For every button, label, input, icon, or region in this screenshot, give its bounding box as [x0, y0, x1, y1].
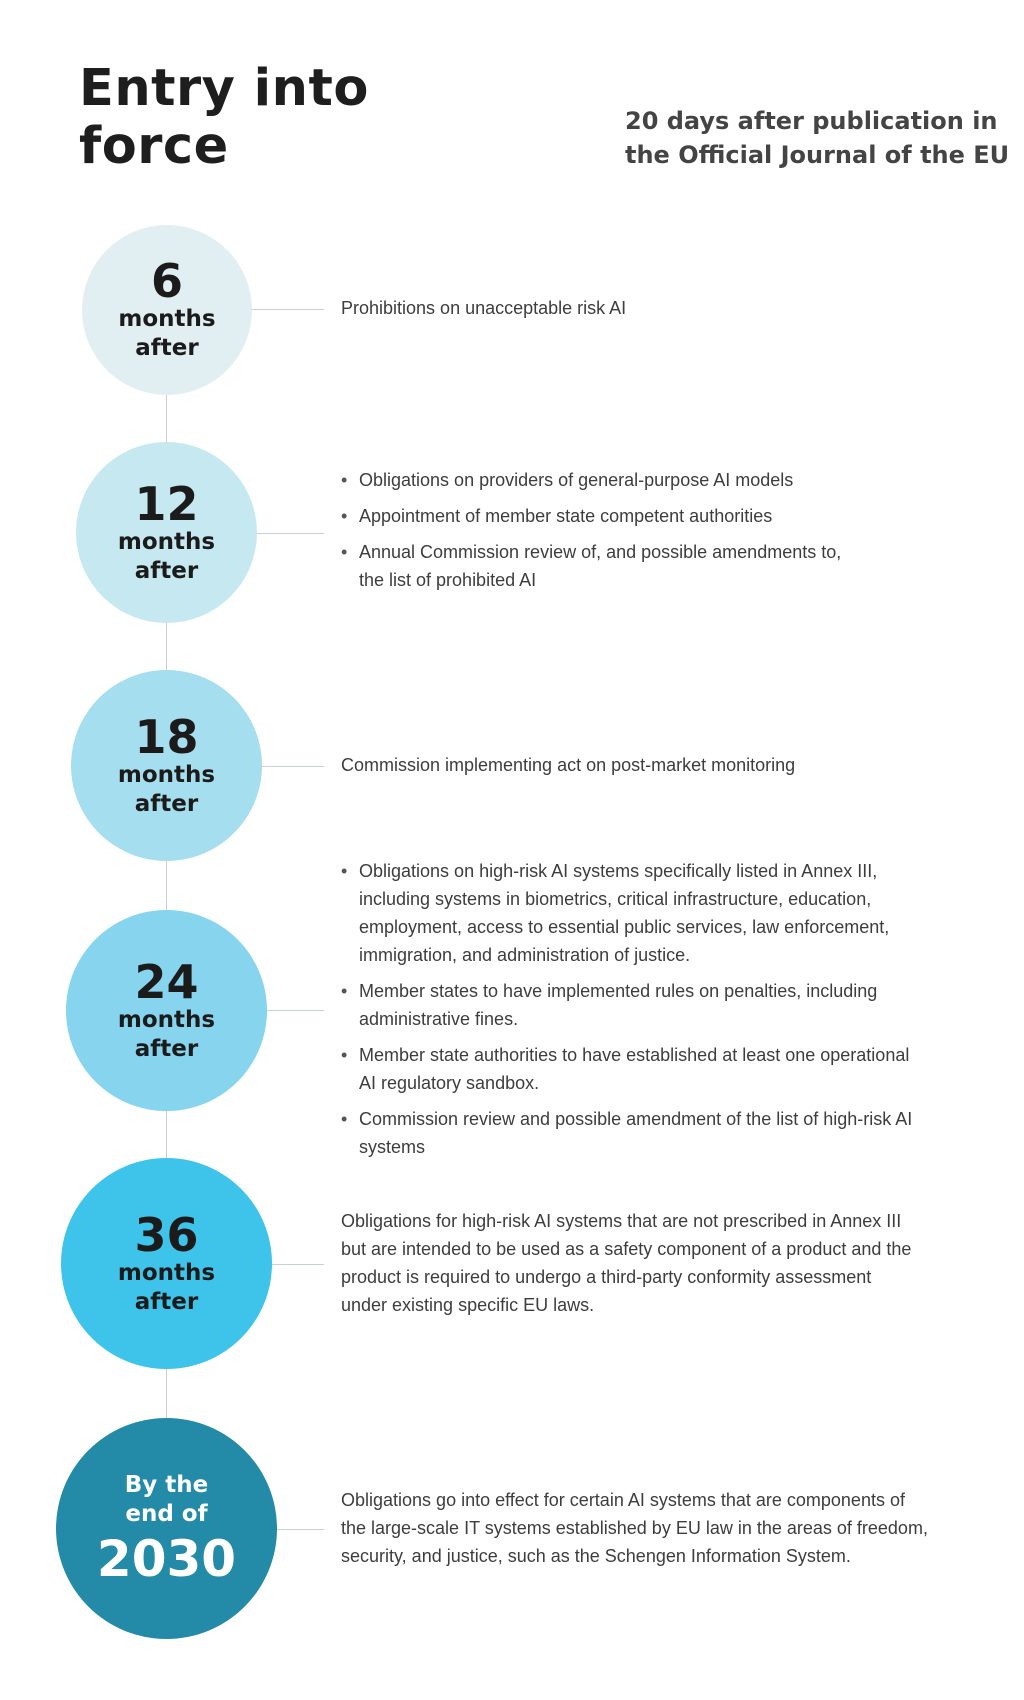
- description-line: the large-scale IT systems established by EU law in the areas of freedom,: [341, 1518, 928, 1538]
- milestone-circle-12-months: [76, 442, 257, 623]
- description-line: administrative fines.: [359, 1009, 519, 1029]
- bullet-item: [341, 1105, 961, 1161]
- milestone-number: 18: [134, 709, 199, 764]
- description-line: • Obligations on providers of general-purpose AI models: [359, 470, 794, 490]
- bullet-item: [341, 977, 961, 1033]
- milestone-prefix: By the: [124, 1471, 209, 1498]
- bullet-item: [341, 466, 961, 494]
- milestone-unit: months: [117, 1259, 216, 1286]
- title-line: Entry into: [79, 59, 369, 118]
- milestone-unit: after: [134, 557, 199, 584]
- milestone-circle-24-months: [66, 910, 267, 1111]
- milestone-number: 36: [134, 1207, 199, 1262]
- connector-line: [270, 1264, 324, 1265]
- description-line: Commission implementing act on post-market monitoring: [341, 755, 796, 775]
- description-line: • Member states to have implemented rules on penalties, including: [359, 981, 878, 1001]
- milestone-circle-6-months: [82, 225, 252, 395]
- description-line: but are intended to be used as a safety component of a product and the: [341, 1239, 912, 1259]
- description-line: Obligations go into effect for certain AI systems that are components of: [341, 1490, 905, 1510]
- milestone-year: 2030: [96, 1529, 237, 1588]
- connector-line: [265, 1010, 324, 1011]
- milestone-number: 24: [134, 954, 199, 1009]
- subtitle-line: 20 days after publication in: [625, 107, 998, 135]
- connector-line: [255, 533, 324, 534]
- milestone-unit: months: [117, 761, 216, 788]
- milestone-circle-2030: [56, 1418, 277, 1639]
- milestone-unit: after: [134, 790, 199, 817]
- milestone-number: 6: [150, 254, 183, 308]
- milestone-prefix: end of: [125, 1500, 208, 1527]
- bullet-item: [341, 538, 961, 594]
- milestone-number: 12: [134, 476, 199, 531]
- description-line: immigration, and administration of justice.: [359, 945, 691, 965]
- connector-line: [250, 309, 324, 310]
- milestone-unit: months: [117, 528, 216, 555]
- description-line: systems: [359, 1137, 426, 1157]
- description-line: the list of prohibited AI: [359, 570, 537, 590]
- milestone-description: [341, 466, 961, 602]
- description-line: security, and justice, such as the Schengen Information System.: [341, 1546, 851, 1566]
- bullet-item: [341, 502, 961, 530]
- milestone-description: [341, 751, 961, 779]
- connector-line: [260, 766, 324, 767]
- milestone-unit: months: [117, 1006, 216, 1033]
- milestone-description: [341, 294, 961, 322]
- milestone-circle-36-months: [61, 1158, 272, 1369]
- page-subtitle: [625, 104, 1010, 172]
- description-line: • Obligations on high-risk AI systems specifically listed in Annex III,: [359, 861, 878, 881]
- description-line: including systems in biometrics, critical infrastructure, education,: [359, 889, 872, 909]
- description-line: Prohibitions on unacceptable risk AI: [341, 298, 627, 318]
- title-line: force: [79, 117, 229, 176]
- milestone-description: [341, 1207, 961, 1319]
- milestone-circle-18-months: [71, 670, 262, 861]
- subtitle-line: the Official Journal of the EU: [625, 141, 1010, 169]
- connector-line: [275, 1529, 324, 1530]
- milestone-unit: after: [134, 1035, 199, 1062]
- milestone-unit: after: [135, 335, 199, 361]
- description-line: under existing specific EU laws.: [341, 1295, 595, 1315]
- page-title: [79, 60, 369, 176]
- milestone-description: [341, 1486, 961, 1570]
- description-line: • Appointment of member state competent authorities: [359, 506, 773, 526]
- milestone-description: [341, 857, 961, 1169]
- description-line: AI regulatory sandbox.: [359, 1073, 540, 1093]
- description-line: employment, access to essential public services, law enforcement,: [359, 917, 890, 937]
- description-line: • Member state authorities to have established at least one operational: [359, 1045, 910, 1065]
- milestone-unit: months: [118, 306, 216, 332]
- description-line: • Commission review and possible amendment of the list of high-risk AI: [359, 1109, 913, 1129]
- description-line: • Annual Commission review of, and possible amendments to,: [359, 542, 842, 562]
- bullet-item: [341, 857, 961, 969]
- milestone-unit: after: [134, 1288, 199, 1315]
- bullet-item: [341, 1041, 961, 1097]
- description-line: Obligations for high-risk AI systems that are not prescribed in Annex III: [341, 1211, 902, 1231]
- description-line: product is required to undergo a third-party conformity assessment: [341, 1267, 872, 1287]
